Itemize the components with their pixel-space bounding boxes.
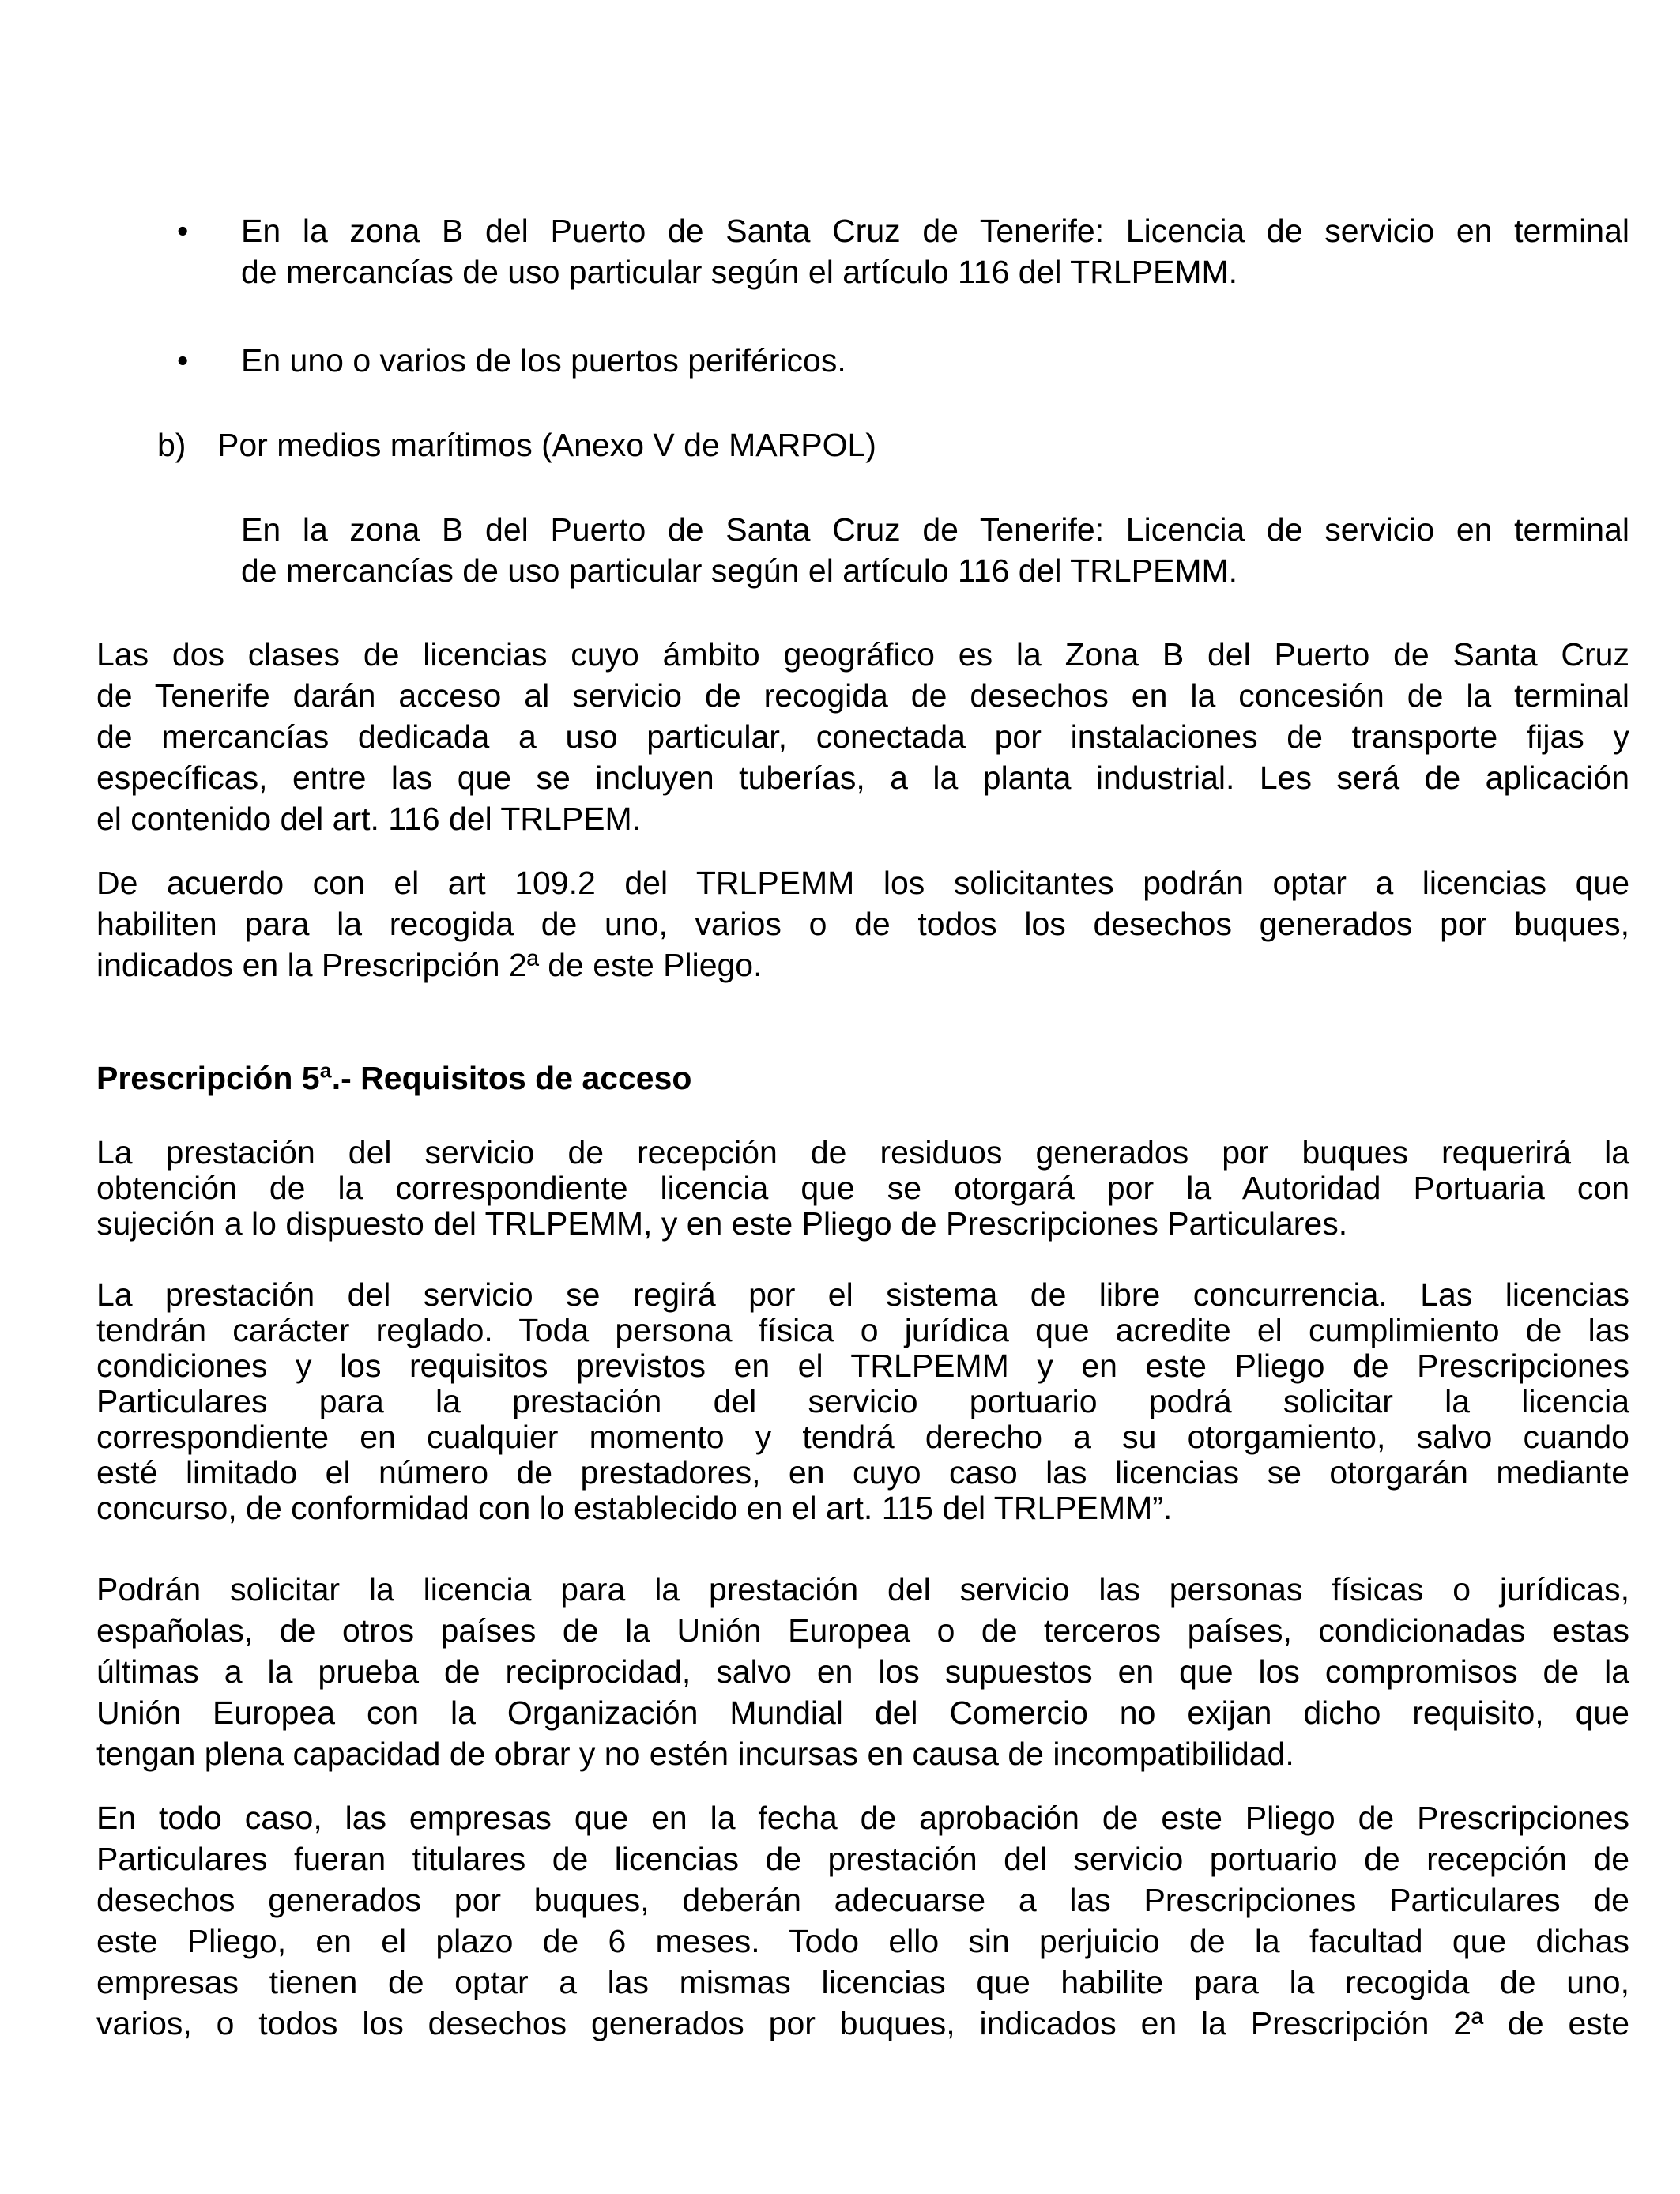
paragraph-line: españolas, de otros países de la Unión Europea o de terceros países, condicionadas estas	[96, 1612, 1629, 1649]
bullet-marker: •	[177, 213, 189, 249]
paragraph-line: condiciones y los requisitos previstos en el TRLPEMM y en este Pliego de Prescripciones	[96, 1348, 1629, 1384]
paragraph-4	[96, 1277, 1629, 1526]
paragraph-line: sujeción a lo dispuesto del TRLPEMM, y en este Pliego de Prescripciones Particulares.	[96, 1205, 1348, 1242]
paragraph-line: De acuerdo con el art 109.2 del TRLPEMM los solicitantes podrán optar a licencias que	[96, 865, 1629, 901]
paragraph-line: Particulares fueran titulares de licencias de prestación del servicio portuario de recepción de	[96, 1841, 1629, 1877]
paragraph-line: tendrán carácter reglado. Toda persona física o jurídica que acredite el cumplimiento de las	[96, 1312, 1629, 1348]
paragraph-line: indicados en la Prescripción 2ª de este Pliego.	[96, 947, 763, 983]
paragraph-line: específicas, entre las que se incluyen tuberías, a la planta industrial. Les será de aplicación	[96, 760, 1629, 796]
paragraph-line: Unión Europea con la Organización Mundial del Comercio no exijan dicho requisito, que	[96, 1695, 1629, 1731]
bullet-1-line-1: En la zona B del Puerto de Santa Cruz de Tenerife: Licencia de servicio en terminal	[241, 213, 1629, 249]
paragraph-5	[96, 1569, 1629, 1774]
paragraph-2	[96, 862, 1629, 986]
bullet-2-line-1: En uno o varios de los puertos periféricos.	[241, 342, 846, 379]
paragraph-line: Podrán solicitar la licencia para la prestación del servicio las personas físicas o jurídicas,	[96, 1571, 1629, 1608]
paragraph-line: esté limitado el número de prestadores, en cuyo caso las licencias se otorgarán mediante	[96, 1454, 1629, 1491]
section-heading: Prescripción 5ª.- Requisitos de acceso	[96, 1060, 692, 1096]
paragraph-line: empresas tienen de optar a las mismas licencias que habilite para la recogida de uno,	[96, 1964, 1629, 2000]
paragraph-line: últimas a la prueba de reciprocidad, salvo en los supuestos en que los compromisos de la	[96, 1653, 1629, 1690]
item-b-text: Por medios marítimos (Anexo V de MARPOL)	[217, 427, 876, 463]
paragraph-3	[96, 1135, 1629, 1242]
item-b-sub-line-1: En la zona B del Puerto de Santa Cruz de Tenerife: Licencia de servicio en terminal	[241, 511, 1629, 548]
paragraph-line: Particulares para la prestación del servicio portuario podrá solicitar la licencia	[96, 1383, 1629, 1419]
paragraph-6	[96, 1797, 1629, 2044]
bullet-1-line-2: de mercancías de uso particular según el artículo 116 del TRLPEMM.	[241, 254, 1238, 290]
item-b-sub-line-2: de mercancías de uso particular según el artículo 116 del TRLPEMM.	[241, 552, 1238, 589]
paragraph-line: de mercancías dedicada a uso particular, conectada por instalaciones de transporte fijas y	[96, 718, 1629, 755]
paragraph-line: correspondiente en cualquier momento y tendrá derecho a su otorgamiento, salvo cuando	[96, 1419, 1629, 1455]
paragraph-line: La prestación del servicio se regirá por el sistema de libre concurrencia. Las licencias	[96, 1276, 1629, 1313]
paragraph-line: En todo caso, las empresas que en la fecha de aprobación de este Pliego de Prescripciones	[96, 1800, 1629, 1836]
paragraph-line: La prestación del servicio de recepción de residuos generados por buques requerirá la	[96, 1134, 1629, 1171]
paragraph-line: desechos generados por buques, deberán adecuarse a las Prescripciones Particulares de	[96, 1882, 1629, 1918]
paragraph-line: concurso, de conformidad con lo establecido en el art. 115 del TRLPEMM”.	[96, 1490, 1173, 1526]
paragraph-line: este Pliego, en el plazo de 6 meses. Todo ello sin perjuicio de la facultad que dichas	[96, 1923, 1629, 1959]
item-b-label: b)	[157, 427, 186, 463]
paragraph-line: tengan plena capacidad de obrar y no estén incursas en causa de incompatibilidad.	[96, 1736, 1294, 1772]
paragraph-line: habiliten para la recogida de uno, varios o de todos los desechos generados por buques,	[96, 906, 1629, 942]
bullet-marker: •	[177, 342, 189, 379]
paragraph-line: de Tenerife darán acceso al servicio de recogida de desechos en la concesión de la terminal	[96, 677, 1629, 714]
paragraph-line: varios, o todos los desechos generados por buques, indicados en la Prescripción 2ª de este	[96, 2005, 1629, 2041]
paragraph-1	[96, 634, 1629, 839]
paragraph-line: obtención de la correspondiente licencia que se otorgará por la Autoridad Portuaria con	[96, 1170, 1629, 1206]
paragraph-line: el contenido del art. 116 del TRLPEM.	[96, 801, 642, 837]
paragraph-line: Las dos clases de licencias cuyo ámbito geográfico es la Zona B del Puerto de Santa Cruz	[96, 636, 1629, 673]
